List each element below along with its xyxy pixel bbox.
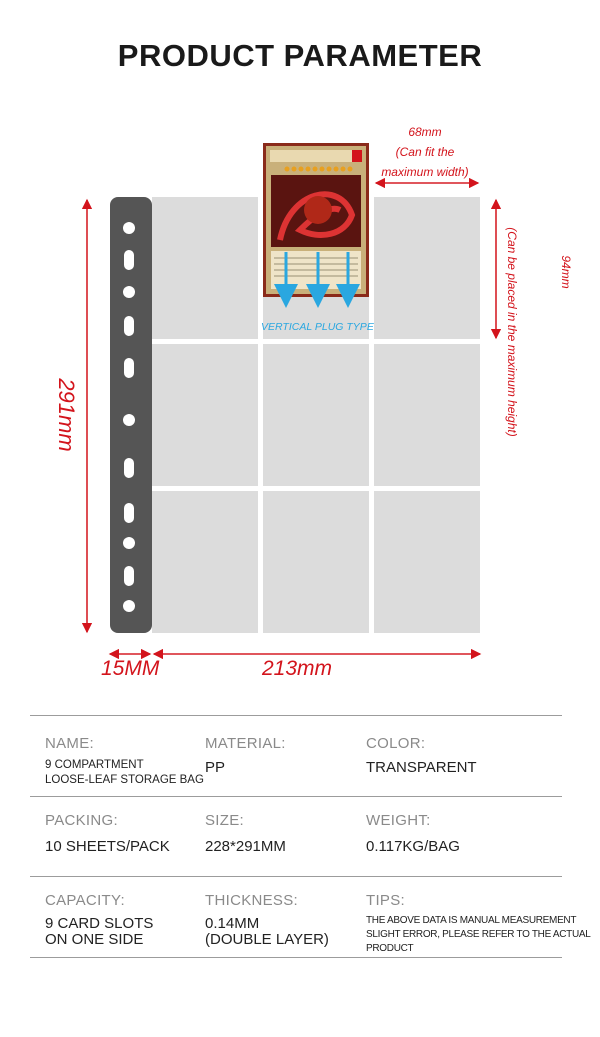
spec-name: NAME: 9 COMPARTMENT LOOSE-LEAF STORAGE BAG [45, 735, 204, 786]
margin-width-label: 15MM [101, 657, 160, 680]
spec-capacity: CAPACITY: 9 CARD SLOTS ON ONE SIDE [45, 892, 154, 948]
spec-thickness: THICKNESS: 0.14MM (DOUBLE LAYER) [205, 892, 329, 948]
trading-card-image [263, 143, 369, 297]
spec-weight: WEIGHT: 0.117KG/BAG [366, 812, 460, 855]
spec-material: MATERIAL: PP [205, 735, 286, 776]
card-height-note: (Can be placed in the maximum height) [505, 227, 519, 437]
divider [30, 715, 562, 716]
plug-type-label: VERTICAL PLUG TYPE [261, 321, 374, 333]
card-width-label: 68mm (Can fit the maximum width) [381, 125, 469, 179]
divider [30, 876, 562, 877]
spec-color: COLOR: TRANSPARENT [366, 735, 477, 776]
spec-tips: TIPS: THE ABOVE DATA IS MANUAL MEASUREMENT SLIGHT ERROR, PLEASE REFER TO THE ACTUAL PRODUCT [366, 892, 591, 954]
sheet-height-label: 291mm [54, 378, 79, 452]
divider [30, 957, 562, 958]
spec-packing: PACKING: 10 SHEETS/PACK [45, 812, 170, 855]
divider [30, 796, 562, 797]
page-title: PRODUCT PARAMETER [117, 38, 483, 73]
spec-size: SIZE: 228*291MM [205, 812, 286, 855]
card-height-label: 94mm [559, 255, 573, 289]
sheet-width-label: 213mm [262, 657, 333, 680]
